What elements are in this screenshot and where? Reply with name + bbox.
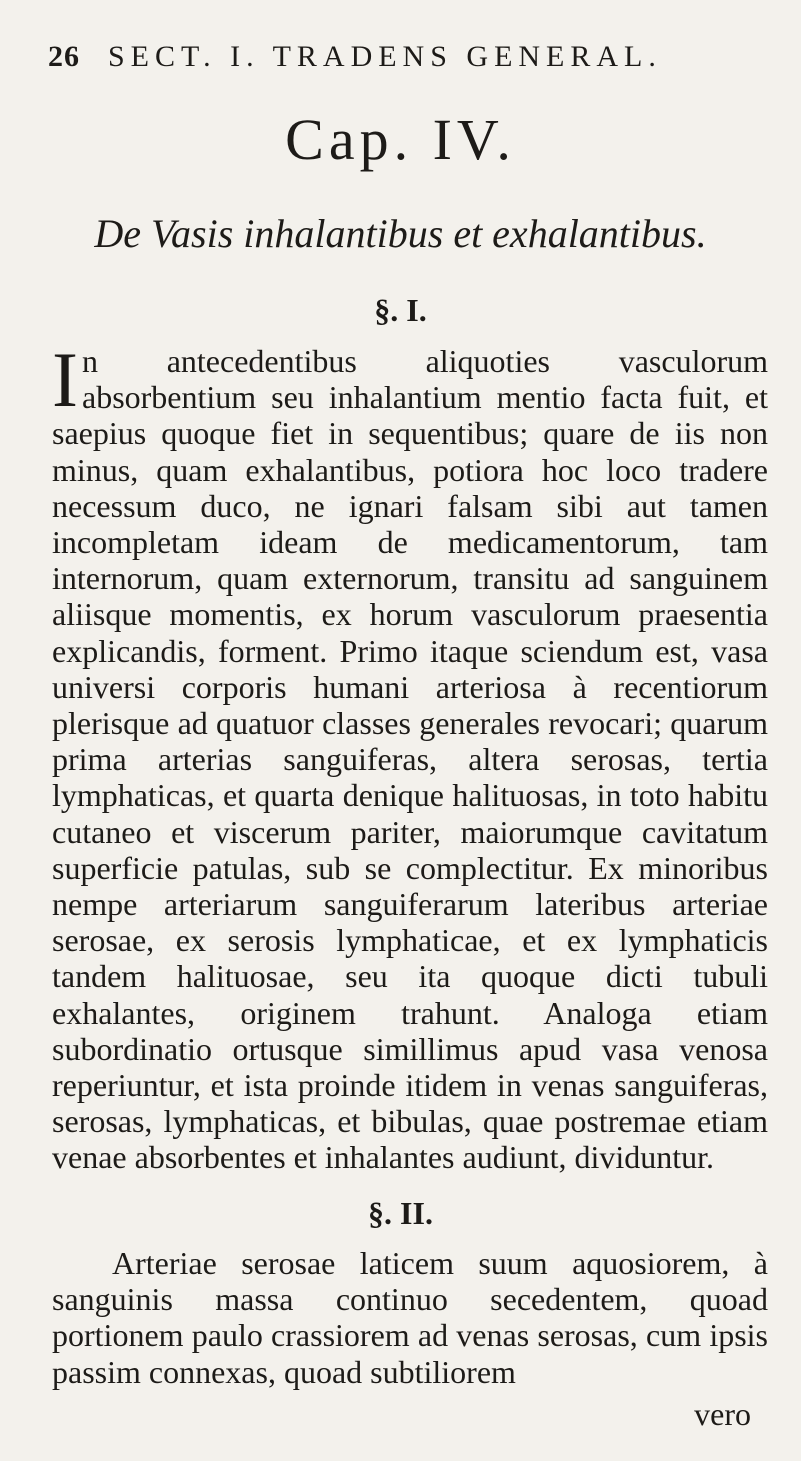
section-label-2: §. II. <box>368 1195 433 1231</box>
page-number: 26 <box>48 40 80 73</box>
catchword: vero <box>694 1396 751 1432</box>
running-title: SECT. I. TRADENS GENERAL. <box>108 40 662 73</box>
section-label-1: §. I. <box>374 292 427 328</box>
chapter-subtitle: De Vasis inhalantibus et exhalantibus. <box>94 211 707 256</box>
running-header <box>48 40 768 74</box>
paragraph-section-1: In antecedentibus aliquoties vasculorum absorbentium seu inhalantium mentio facta fuit, et saepius quoque fiet in sequentibus; quare de iis non minus, quam exhalantibus, potiora hoc loco tradere necessum duco, ne ignari falsam sibi aut tamen incompletam ideam de medicamentorum, tam internorum, quam externorum, transitu ad sanguinem aliisque momentis, ex horum vasculorum praesentia explicandis, forment. Primo itaque sciendum est, vasa universi corporis humani arteriosa à recentiorum plerisque ad quatuor classes generales revocari; quarum prima arterias sanguiferas, altera serosas, tertia lymphaticas, et quarta denique halituosas, in toto habitu cutaneo et viscerum pariter, maiorumque cavitatum superficie patulas, sub se complectitur. Ex minoribus nempe arteriarum sanguiferarum lateribus arteriae serosae, ex serosis lymphaticae, et ex lymphaticis tandem halituosae, seu ita quoque dicti tubuli exhalantes, originem trahunt. Analoga etiam subordinatio ortusque simillimus apud vasa venosa reperiuntur, et ista proinde itidem in venas sanguiferas, serosas, lymphaticas, et bibulas, quae postremae etiam venae absorbentes et inhalantes audiunt, dividuntur. <box>52 336 768 1176</box>
chapter-title: Cap. IV. <box>285 107 516 172</box>
paragraph-section-2: Arteriae serosae laticem suum aquosiorem, à sanguinis massa continuo secedentem, quoad portionem paulo crassiorem ad venas serosas, cum ipsis passim connexas, quoad subtiliorem <box>52 1245 768 1390</box>
